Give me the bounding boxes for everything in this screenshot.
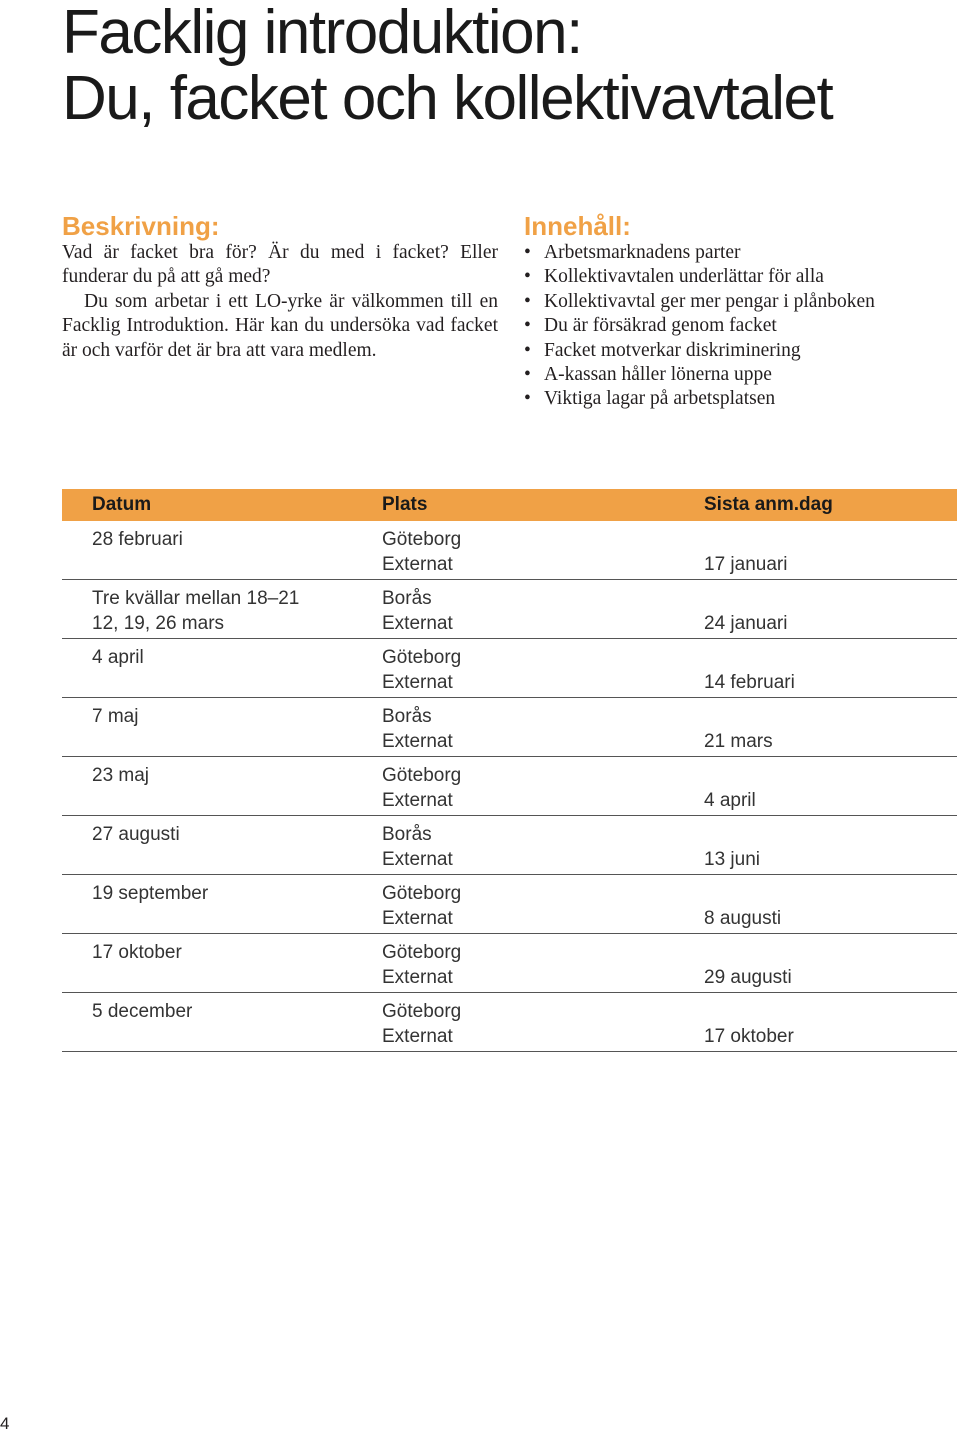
description-section [62, 211, 498, 363]
content-list-item [524, 241, 954, 265]
content-list-item [524, 314, 954, 338]
content-item-text: Facket motverkar diskriminering [544, 339, 801, 361]
content-list-item [524, 265, 954, 289]
table-row [62, 934, 957, 993]
table-row [62, 698, 957, 757]
date-cell: Tre kvällar mellan 18–21 [92, 588, 300, 609]
place-type-cell: Externat [382, 790, 453, 811]
date-cell: 28 februari [92, 529, 183, 550]
page-number: 4 [0, 1414, 10, 1433]
date-cell: 4 april [92, 647, 144, 668]
content-item-text: Arbetsmarknadens parter [544, 242, 741, 263]
content-section [524, 211, 954, 412]
place-type-cell: Externat [382, 849, 453, 870]
place-cell: Borås [382, 824, 432, 845]
table-row [62, 757, 957, 816]
header-date: Datum [92, 494, 152, 515]
bullet-icon: • [524, 315, 531, 337]
content-list-item [524, 339, 954, 363]
deadline-cell: 17 januari [704, 554, 788, 575]
bullet-icon: • [524, 364, 531, 386]
page-title-line-1: Facklig introduktion: [62, 0, 582, 67]
place-cell: Göteborg [382, 529, 462, 550]
place-cell: Göteborg [382, 942, 462, 963]
content-heading: Innehåll: [524, 211, 631, 241]
description-paragraph-2: Du som arbetar i ett LO-yrke är välkommen till en Facklig Introduktion. Här kan du undersöka vad facket är och varför det är bra att vara medlem. [62, 290, 498, 361]
table-row [62, 816, 957, 875]
content-item-text: Viktiga lagar på arbetsplatsen [544, 388, 776, 410]
page-title-line-2: Du, facket och kollektivavtalet [62, 64, 833, 133]
date-cell: 27 augusti [92, 824, 180, 845]
description-paragraph-1: Vad är facket bra för? Är du med i facket? Eller funderar du på att gå med? [62, 242, 498, 288]
header-deadline: Sista anm.dag [704, 494, 833, 515]
content-item-text: Kollektivavtal ger mer pengar i plånboken [544, 290, 875, 312]
content-list-item [524, 290, 954, 314]
table-row [62, 875, 957, 934]
table-row [62, 639, 957, 698]
deadline-cell: 4 april [704, 790, 756, 811]
table-header [62, 489, 957, 521]
place-type-cell: Externat [382, 1026, 453, 1047]
description-heading: Beskrivning: [62, 211, 220, 241]
content-item-text: Du är försäkrad genom facket [544, 315, 777, 337]
date-cell: 17 oktober [92, 942, 182, 963]
page-title [62, 0, 832, 132]
deadline-cell: 24 januari [704, 613, 788, 634]
content-item-text: Kollektivavtalen underlättar för alla [544, 266, 824, 288]
place-cell: Göteborg [382, 1001, 462, 1022]
place-type-cell: Externat [382, 554, 453, 575]
place-type-cell: Externat [382, 967, 453, 988]
place-cell: Borås [382, 588, 432, 609]
place-cell: Borås [382, 706, 432, 727]
place-cell: Göteborg [382, 647, 462, 668]
deadline-cell: 29 augusti [704, 967, 792, 988]
place-cell: Göteborg [382, 883, 462, 904]
table-row [62, 993, 957, 1052]
date-cell: 7 maj [92, 706, 139, 727]
date-cell: 5 december [92, 1001, 193, 1022]
place-type-cell: Externat [382, 613, 453, 634]
schedule-table [62, 489, 957, 1052]
date-cell: 19 september [92, 883, 209, 904]
content-list [524, 241, 954, 412]
date-cell-line-2: 12, 19, 26 mars [92, 613, 225, 634]
bullet-icon: • [524, 242, 531, 263]
place-type-cell: Externat [382, 672, 453, 693]
bullet-icon: • [524, 339, 531, 361]
deadline-cell: 17 oktober [704, 1026, 794, 1047]
place-type-cell: Externat [382, 908, 453, 929]
deadline-cell: 8 augusti [704, 908, 782, 929]
deadline-cell: 14 februari [704, 672, 795, 693]
bullet-icon: • [524, 388, 531, 410]
bullet-icon: • [524, 266, 531, 288]
header-place: Plats [382, 494, 428, 515]
place-cell: Göteborg [382, 765, 462, 786]
place-type-cell: Externat [382, 731, 453, 752]
table-row [62, 521, 957, 580]
table-row [62, 580, 957, 639]
content-list-item [524, 363, 954, 387]
content-list-item [524, 387, 954, 411]
deadline-cell: 21 mars [704, 731, 773, 752]
content-item-text: A-kassan håller lönerna uppe [544, 364, 772, 386]
date-cell: 23 maj [92, 765, 150, 786]
bullet-icon: • [524, 290, 531, 312]
deadline-cell: 13 juni [704, 849, 760, 870]
